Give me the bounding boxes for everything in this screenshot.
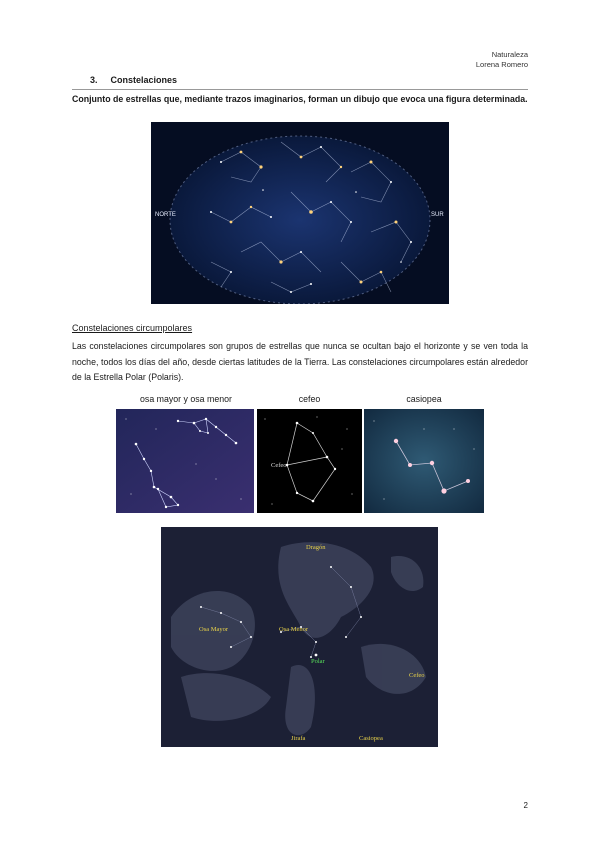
chart-label-cefeo: Cefeo <box>409 672 425 679</box>
section-title <box>90 75 177 85</box>
intro-paragraph: Conjunto de estrellas que, mediante trazos imaginarios, forman un dibujo que evoca una figura determinada. <box>72 94 528 104</box>
sky-label-norte: NORTE <box>155 212 176 218</box>
caption-casiopea: casiopea <box>406 394 442 404</box>
chart-label-osa-mayor: Osa Mayor <box>199 626 229 633</box>
header-line-1: Naturaleza <box>491 50 528 59</box>
chart-label-polar: Polar <box>311 658 325 665</box>
sky-label-sur: SUR <box>431 212 444 218</box>
casiopea-image <box>364 409 484 513</box>
constellation-sky-map <box>151 122 449 304</box>
chart-label-osa-menor: Osa Menor <box>279 626 309 633</box>
caption-cefeo: cefeo <box>298 394 321 404</box>
page-number: 2 <box>523 801 528 810</box>
section-title-text: Constelaciones <box>110 75 178 85</box>
circumpolar-chart-image <box>161 527 438 747</box>
cefeo-label: Cefeo <box>271 462 287 469</box>
header-line-2: Lorena Romero <box>475 60 528 69</box>
osa-mayor-menor-image <box>116 409 254 513</box>
subsection-title: Constelaciones circumpolares <box>72 323 193 333</box>
chart-label-jirafa: Jirafa <box>291 735 306 742</box>
chart-label-casiopea: Casiopea <box>359 735 383 742</box>
caption-osa: osa mayor y osa menor <box>140 394 232 404</box>
section-number: 3. <box>90 75 98 85</box>
cefeo-image <box>257 409 362 513</box>
subsection-paragraph: Las constelaciones circumpolares son grupos de estrellas que nunca se ocultan bajo el horizonte y se ven toda la noche, todos los días del año, desde ciertas latitudes de la Tierra. Las constelaciones circumpolares están alrededor de la Estrella Polar (Polaris). <box>72 341 528 382</box>
chart-label-dragon: Dragón <box>306 544 326 551</box>
section-rule <box>72 89 528 90</box>
